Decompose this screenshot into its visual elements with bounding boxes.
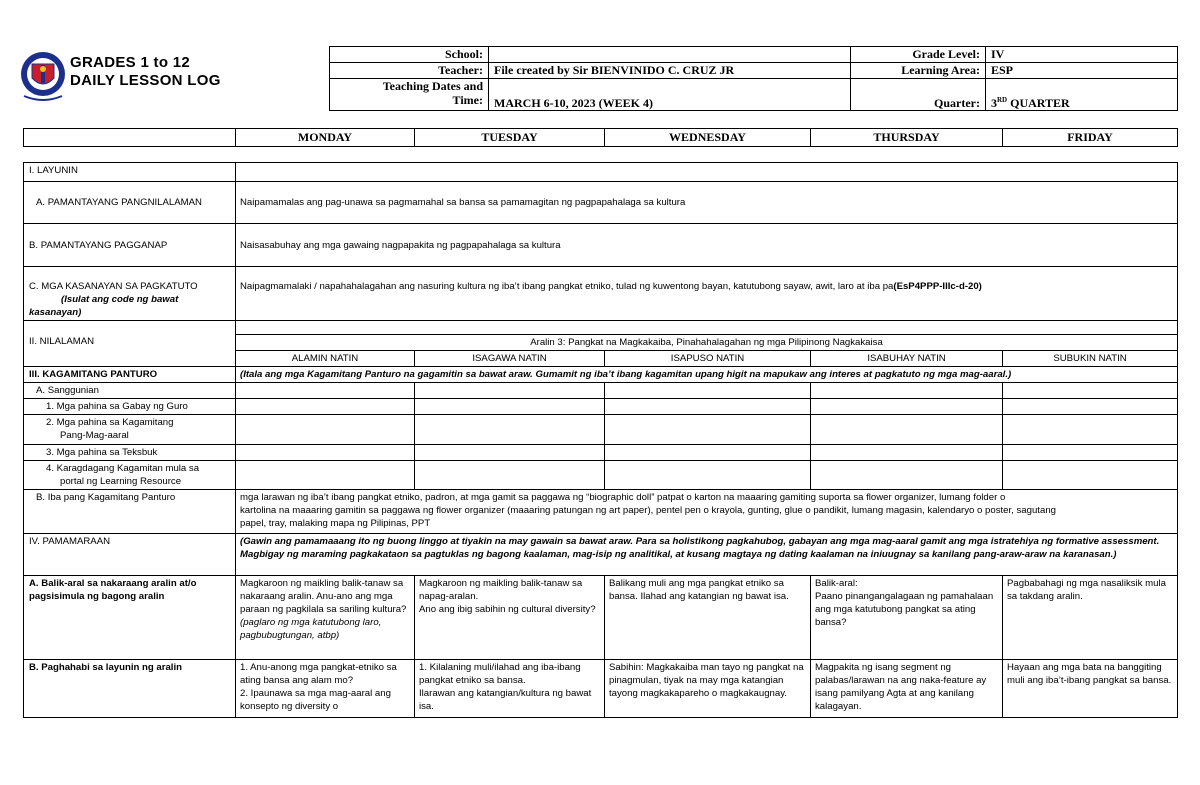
aralin-title[interactable]: Aralin 3: Pangkat na Magkakaiba, Pinahahalagahan ng mga Pilipinong Nagkakaisa [236,335,1178,351]
title-line1: GRADES 1 to 12 [70,54,191,71]
iba-pang-line1: mga larawan ng iba’t ibang pangkat etniko, padron, at mga gamit sa paggawa ng “biographic doll” patpat o karton na maaaring gamiting suporta sa flower organizer, lumang folder o [240,492,1006,503]
alamin-natin: ALAMIN NATIN [236,351,415,367]
sanggunian-wed[interactable] [605,383,811,399]
pam-pagganap-label: B. PAMANTAYANG PAGGANAP [24,224,236,267]
paghahabi-mon[interactable]: 1. Anu-anong mga pangkat-etniko sa ating bansa ang alam mo? 2. Ipaunawa sa mga mag-aaral ang konsepto ng diversity o [236,660,415,718]
teaching-dates-label-line2: Time: [452,93,483,107]
day-friday: FRIDAY [1003,129,1178,147]
karagdagan-mon[interactable] [236,461,415,490]
karagdagan-fri[interactable] [1003,461,1178,490]
teacher-label: Teacher: [330,63,489,79]
paghahabi-wed[interactable]: Sabihin: Magkakaiba man tayo ng pangkat na pinagmulan, tiyak na may mga katangian tayong magkakapareho o magkakaugnay. [605,660,811,718]
teksbuk-wed[interactable] [605,445,811,461]
learning-area-value[interactable]: ESP [986,63,1178,79]
balikaral-wed[interactable]: Balikang muli ang mga pangkat etniko sa bansa. Ilahad ang katangian ng bawat isa. [605,576,811,660]
isapuso-natin: ISAPUSO NATIN [605,351,811,367]
quarter-value[interactable] [986,79,1178,111]
grade-level-label: Grade Level: [851,47,986,63]
karagdagan-tue[interactable] [415,461,605,490]
iba-pang-kagamitan-label: B. Iba pang Kagamitang Panturo [24,490,236,534]
kasanayan-note-b: kasanayan) [29,307,82,318]
kagamitan-note: (Itala ang mga Kagamitang Panturo na gagamitin sa bawat araw. Gumamit ng iba’t ibang kagamitan upang higit na mapukaw ang interes at pagkatuto ng mga mag-aaral.) [236,367,1178,383]
paghahabi-tue[interactable]: 1. Kilalaning muli/ilahad ang iba-ibang pangkat etniko sa bansa. Ilarawan ang katangian/kultura ng bawat isa. [415,660,605,718]
quarter-suffix: RD [997,96,1008,104]
balikaral-thu[interactable]: Balik-aral: Paano pinangangalagaan ng pamahalaan ang mga katutubong pangkat sa ating bansa? [811,576,1003,660]
teaching-dates-value[interactable]: MARCH 6-10, 2023 (WEEK 4) [489,79,851,111]
day-wednesday: WEDNESDAY [605,129,811,147]
kasanayan-code: (EsP4PPP-IIIc-d-20) [893,281,982,292]
gabay-wed[interactable] [605,399,811,415]
karagdagan-wed[interactable] [605,461,811,490]
teksbuk-label: 3. Mga pahina sa Teksbuk [24,445,236,461]
iba-pang-line2: kartolina na maaaring gamitin sa paggawa ng flower organizer (maaaring patungan ng art paper), pentel pen o krayola, gunting, glue o pandikit, lumang magasin, kalendaryo o poster, sagutang [240,505,1056,516]
karagdagan-line1: 4. Karagdagang Kagamitan mula sa [46,463,200,474]
grade-level-value[interactable]: IV [986,47,1178,63]
title-line2: DAILY LESSON LOG [70,72,221,89]
school-label: School: [330,47,489,63]
pamamaraan-label: IV. PAMAMARAAN [24,534,236,576]
gabay-fri[interactable] [1003,399,1178,415]
layunin-cell[interactable] [236,163,1178,182]
paghahabi-label: B. Paghahabi sa layunin ng aralin [24,660,236,718]
kagamitan-aaral-thu[interactable] [811,415,1003,445]
balikaral-mon[interactable] [236,576,415,660]
day-monday: MONDAY [236,129,415,147]
document-title [70,54,221,90]
balikaral-mon-text: Magkaroon ng maikling balik-tanaw sa nakaraang aralin. Anu-ano ang mga paraan ng pagkilala sa sariling kultura? [240,578,407,615]
learning-area-label: Learning Area: [851,63,986,79]
iba-pang-line3: papel, tray, malaking mapa ng Pilipinas, PPT [240,518,431,529]
pam-pangnilalaman-text[interactable]: Naipamamalas ang pag-unawa sa pagmamahal sa bansa sa pamamagitan ng pagpapahalaga sa kultura [236,182,1178,224]
header-info-table [329,46,1178,111]
subukin-natin: SUBUKIN NATIN [1003,351,1178,367]
kagamitan-aaral-line2: Pang-Mag-aaral [60,430,129,441]
kasanayan-text-cell[interactable] [236,267,1178,321]
sanggunian-fri[interactable] [1003,383,1178,399]
kasanayan-text: Naipagmamalaki / napahahalagahan ang nasuring kultura ng iba’t ibang pangkat etniko, tulad ng kuwentong bayan, katutubong sayaw, awit, laro at iba pa [240,281,894,292]
kagamitan-aaral-mon[interactable] [236,415,415,445]
teaching-dates-label [330,79,489,111]
kagamitan-aaral-label [24,415,236,445]
isabuhay-natin: ISABUHAY NATIN [811,351,1003,367]
sanggunian-tue[interactable] [415,383,605,399]
teksbuk-thu[interactable] [811,445,1003,461]
teksbuk-fri[interactable] [1003,445,1178,461]
kasanayan-note-a: (Isulat ang code ng bawat [61,294,179,305]
teacher-value[interactable]: File created by Sir BIENVINIDO C. CRUZ JR [489,63,851,79]
kasanayan-label: C. MGA KASANAYAN SA PAGKATUTO [29,281,198,292]
kagamitan-aaral-fri[interactable] [1003,415,1178,445]
school-value[interactable] [489,47,851,63]
teaching-dates-label-line1: Teaching Dates and [382,79,483,93]
sanggunian-mon[interactable] [236,383,415,399]
layunin-label: I. LAYUNIN [24,163,236,182]
gabay-mon[interactable] [236,399,415,415]
balikaral-tue[interactable]: Magkaroon ng maikling balik-tanaw sa napag-aralan. Ano ang ibig sabihin ng cultural diversity? [415,576,605,660]
sanggunian-label: A. Sanggunian [24,383,236,399]
karagdagan-label [24,461,236,490]
lesson-log-table [23,162,1178,718]
days-header-table [23,128,1178,147]
quarter-text: QUARTER [1007,96,1070,110]
karagdagan-line2: portal ng Learning Resource [60,476,182,487]
paghahabi-thu[interactable]: Magpakita ng isang segment ng palabas/larawan na ang naka-feature ay isang pamilyang Agta at ang kanilang kalagayan. [811,660,1003,718]
days-header-blank [24,129,236,147]
quarter-number: 3 [991,96,997,110]
day-tuesday: TUESDAY [415,129,605,147]
balikaral-mon-italic: (paglaro ng mga katutubong laro, pagbubugtungan, atbp) [240,617,382,641]
iba-pang-kagamitan-text[interactable] [236,490,1178,534]
gabay-thu[interactable] [811,399,1003,415]
gabay-label: 1. Mga pahina sa Gabay ng Guro [24,399,236,415]
pamamaraan-note: (Gawin ang pamamaaang ito ng buong linggo at tiyakin na may gawain sa bawat araw. Para sa holistikong pagkahubog, gabayan ang mga mag-aaral gamit ang mga istratehiya ng formative assessment. Magbigay ng maraming pagkakataon sa pagtuklas ng bagong kaalaman, mag-isip ng analitikal, at kusang magtaya ng dating kaalaman na iniuugnay sa kanilang pang-araw-araw na karanasan.) [236,534,1178,576]
kasanayan-label-cell [24,267,236,321]
balikaral-fri[interactable]: Pagbabahagi ng mga nasaliksik mula sa takdang aralin. [1003,576,1178,660]
kagamitan-aaral-tue[interactable] [415,415,605,445]
balikaral-label: A. Balik-aral sa nakaraang aralin at/o pagsisimula ng bagong aralin [24,576,236,660]
pam-pangnilalaman-label: A. PAMANTAYANG PANGNILALAMAN [24,182,236,224]
teksbuk-tue[interactable] [415,445,605,461]
paghahabi-fri[interactable]: Hayaan ang mga bata na banggiting muli ang iba’t-ibang pangkat sa bansa. [1003,660,1178,718]
nilalaman-blank[interactable] [236,321,1178,335]
teksbuk-mon[interactable] [236,445,415,461]
pam-pagganap-text[interactable]: Naisasabuhay ang mga gawaing nagpapakita ng pagpapahalaga sa kultura [236,224,1178,267]
deped-seal-logo [20,46,66,106]
gabay-tue[interactable] [415,399,605,415]
quarter-label: Quarter: [851,79,986,111]
kagamitan-aaral-wed[interactable] [605,415,811,445]
day-thursday: THURSDAY [811,129,1003,147]
isagawa-natin: ISAGAWA NATIN [415,351,605,367]
sanggunian-thu[interactable] [811,383,1003,399]
kagamitan-aaral-line1: 2. Mga pahina sa Kagamitang [46,417,174,428]
kagamitan-label: III. KAGAMITANG PANTURO [24,367,236,383]
nilalaman-label: II. NILALAMAN [24,321,236,367]
karagdagan-thu[interactable] [811,461,1003,490]
